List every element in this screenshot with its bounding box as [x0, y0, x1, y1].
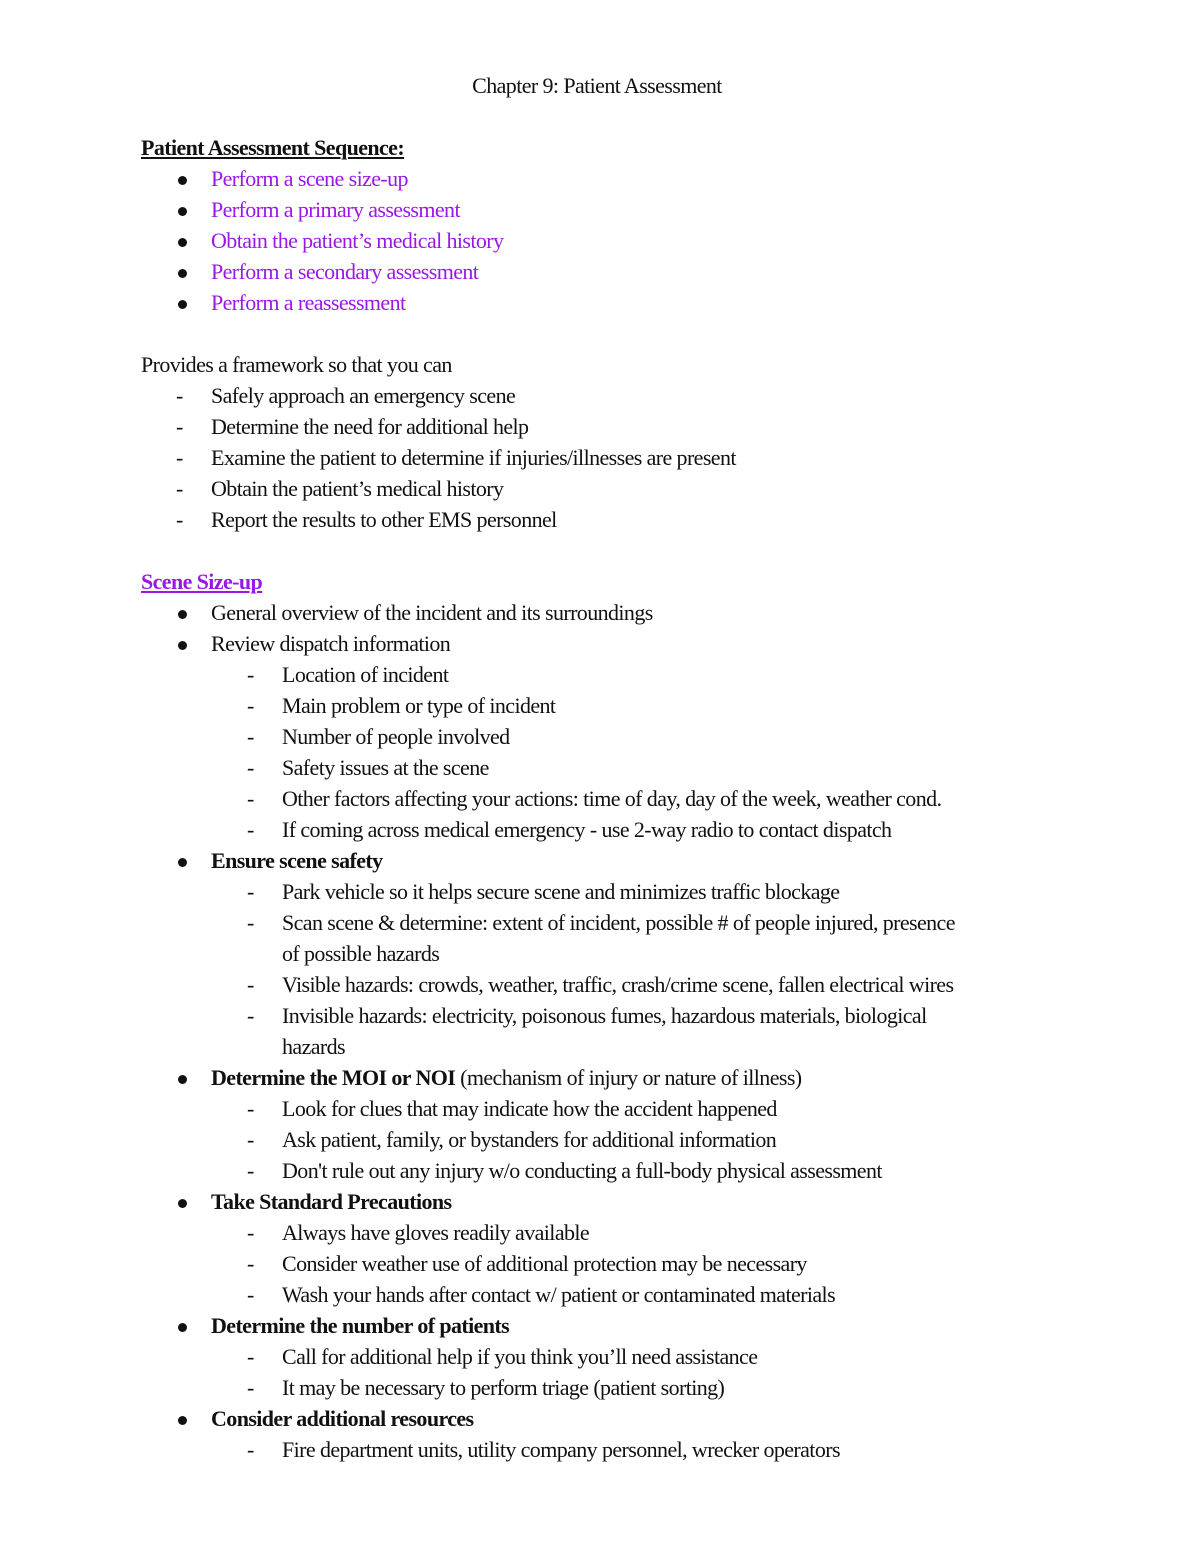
dispatch-item: If coming across medical emergency - use 2-way radio to contact dispatch	[282, 817, 892, 842]
dash-marker: -	[247, 1375, 255, 1400]
bullet-dot	[178, 1075, 187, 1084]
bullet-dot	[178, 641, 187, 650]
safety-label: Ensure scene safety	[211, 848, 383, 873]
framework-item: Obtain the patient’s medical history	[211, 476, 504, 501]
resources-label: Consider additional resources	[211, 1406, 474, 1431]
dispatch-item: Location of incident	[282, 662, 449, 687]
dash-marker: -	[247, 724, 255, 749]
sequence-item: Perform a secondary assessment	[211, 259, 479, 284]
bullet-dot	[178, 176, 187, 185]
dispatch-label: Review dispatch information	[211, 631, 451, 656]
dash-marker: -	[247, 1344, 255, 1369]
moi-line	[211, 1064, 802, 1092]
precautions-item: Consider weather use of additional protection may be necessary	[282, 1251, 807, 1276]
moi-suffix: (mechanism of injury or nature of illness)	[455, 1065, 802, 1090]
dash-marker: -	[247, 693, 255, 718]
patients-label: Determine the number of patients	[211, 1313, 510, 1338]
dash-marker: -	[247, 1003, 255, 1028]
dispatch-item: Safety issues at the scene	[282, 755, 489, 780]
framework-item: Determine the need for additional help	[211, 414, 529, 439]
safety-item: Scan scene & determine: extent of incident, possible # of people injured, presence	[282, 910, 955, 935]
bullet-dot	[178, 207, 187, 216]
dash-marker: -	[247, 817, 255, 842]
dispatch-item: Main problem or type of incident	[282, 693, 556, 718]
page-title: Chapter 9: Patient Assessment	[472, 73, 722, 98]
safety-item: Invisible hazards: electricity, poisonous fumes, hazardous materials, biological	[282, 1003, 927, 1028]
moi-item: Look for clues that may indicate how the accident happened	[282, 1096, 777, 1121]
safety-item-continued: hazards	[282, 1034, 345, 1059]
dash-marker: -	[176, 414, 184, 439]
sequence-item: Obtain the patient’s medical history	[211, 228, 504, 253]
precautions-item: Always have gloves readily available	[282, 1220, 590, 1245]
bullet-dot	[178, 858, 187, 867]
dash-marker: -	[176, 383, 184, 408]
dash-marker: -	[247, 1220, 255, 1245]
patients-item: Call for additional help if you think you’ll need assistance	[282, 1344, 758, 1369]
bullet-dot	[178, 238, 187, 247]
dash-marker: -	[247, 972, 255, 997]
dash-marker: -	[247, 910, 255, 935]
moi-item: Don't rule out any injury w/o conducting a full-body physical assessment	[282, 1158, 882, 1183]
dash-marker: -	[176, 445, 184, 470]
bullet-dot	[178, 300, 187, 309]
scene-heading: Scene Size-up	[141, 569, 263, 594]
precautions-item: Wash your hands after contact w/ patient or contaminated materials	[282, 1282, 836, 1307]
bullet-dot	[178, 1416, 187, 1425]
safety-item: Visible hazards: crowds, weather, traffic, crash/crime scene, fallen electrical wires	[282, 972, 954, 997]
dash-marker: -	[247, 1251, 255, 1276]
patients-item: It may be necessary to perform triage (patient sorting)	[282, 1375, 725, 1400]
dispatch-item: Other factors affecting your actions: time of day, day of the week, weather cond.	[282, 786, 942, 811]
safety-item-continued: of possible hazards	[282, 941, 440, 966]
dash-marker: -	[247, 755, 255, 780]
sequence-item: Perform a scene size-up	[211, 166, 408, 191]
dash-marker: -	[247, 1437, 255, 1462]
bullet-dot	[178, 1199, 187, 1208]
dash-marker: -	[247, 879, 255, 904]
dispatch-item: Number of people involved	[282, 724, 510, 749]
dash-marker: -	[247, 662, 255, 687]
sequence-heading: Patient Assessment Sequence:	[141, 135, 405, 160]
resources-item: Fire department units, utility company personnel, wrecker operators	[282, 1437, 840, 1462]
bullet-dot	[178, 610, 187, 619]
bullet-dot	[178, 269, 187, 278]
framework-item: Examine the patient to determine if injuries/illnesses are present	[211, 445, 736, 470]
bullet-dot	[178, 1323, 187, 1332]
dash-marker: -	[176, 507, 184, 532]
scene-general: General overview of the incident and its surroundings	[211, 600, 653, 625]
sequence-item: Perform a reassessment	[211, 290, 406, 315]
dash-marker: -	[247, 786, 255, 811]
moi-label: Determine the MOI or NOI	[211, 1065, 456, 1090]
framework-item: Report the results to other EMS personnel	[211, 507, 557, 532]
framework-intro: Provides a framework so that you can	[141, 352, 452, 377]
dash-marker: -	[176, 476, 184, 501]
dash-marker: -	[247, 1096, 255, 1121]
framework-item: Safely approach an emergency scene	[211, 383, 516, 408]
moi-item: Ask patient, family, or bystanders for additional information	[282, 1127, 777, 1152]
dash-marker: -	[247, 1158, 255, 1183]
sequence-item: Perform a primary assessment	[211, 197, 460, 222]
precautions-label: Take Standard Precautions	[211, 1189, 452, 1214]
dash-marker: -	[247, 1282, 255, 1307]
safety-item: Park vehicle so it helps secure scene and minimizes traffic blockage	[282, 879, 840, 904]
dash-marker: -	[247, 1127, 255, 1152]
